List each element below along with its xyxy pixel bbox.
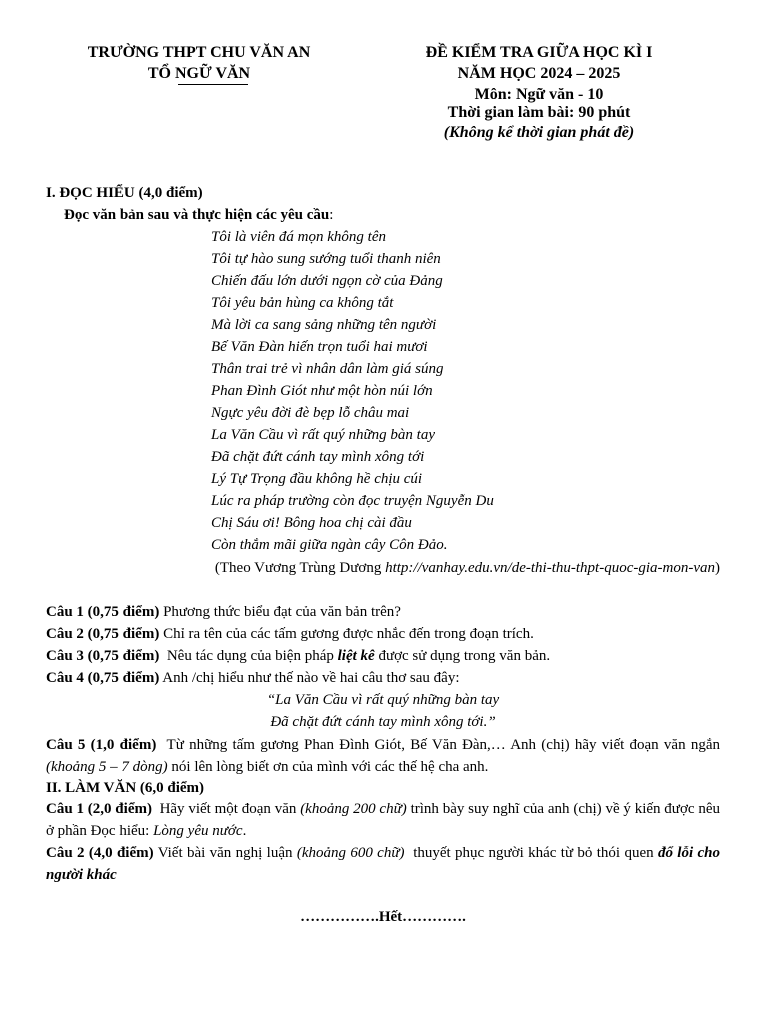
poem-line: Lúc ra pháp trường còn đọc truyện Nguyễn Du	[211, 493, 494, 509]
source-url: http://vanhay.edu.vn/de-thi-thu-thpt-quoc-gia-mon-van	[385, 560, 715, 576]
question-label: Câu 2 (0,75 điểm)	[46, 626, 160, 642]
question-label: Câu 4 (0,75 điểm)	[46, 670, 160, 686]
question-text: Viết bài văn nghị luận	[153, 845, 297, 861]
poem-line: La Văn Cầu vì rất quý những bàn tay	[211, 427, 436, 443]
department-name: NGỮ VĂN	[175, 65, 251, 82]
school-year: NĂM HỌC 2024 – 2025	[457, 65, 621, 82]
poem-line: Tôi là viên đá mọn không tên	[211, 229, 386, 245]
end-marker: …………….Hết………….	[300, 909, 466, 925]
question-term: liệt kê	[337, 648, 375, 664]
duration: Thời gian làm bài: 90 phút	[447, 104, 631, 121]
question-italic: (khoảng 200 chữ)	[300, 801, 407, 817]
question-text: Phương thức biểu đạt của văn bản trên?	[159, 604, 401, 620]
question-text: được sử dụng trong văn bản.	[374, 648, 551, 664]
question-label: Câu 1 (2,0 điểm)	[46, 801, 152, 817]
question-text: Nêu tác dụng của biện pháp	[159, 648, 338, 664]
poem-line: Chiến đấu lớn dưới ngọn cờ của Đảng	[211, 273, 443, 289]
instruction-colon: :	[329, 207, 334, 223]
poem-line: Còn thắm mãi giữa ngàn cây Côn Đảo.	[211, 537, 448, 553]
question-label: Câu 5 (1,0 điểm)	[46, 737, 157, 753]
department-prefix: TỔ	[147, 65, 175, 82]
question-text: Hãy viết một đoạn văn	[151, 801, 301, 817]
question-topic: Lòng yêu nước	[153, 823, 243, 839]
department-line	[46, 63, 352, 85]
poem-line: Chị Sáu ơi! Bông hoa chị cài đầu	[211, 515, 412, 531]
poem-line: Tôi yêu bản hùng ca không tắt	[211, 295, 394, 311]
section-2-title: II. LÀM VĂN (6,0 điểm)	[46, 780, 205, 796]
question-label: Câu 2 (4,0 điểm)	[46, 845, 154, 861]
poem-line: Ngực yêu đời đè bẹp lỗ châu mai	[211, 405, 410, 421]
poem-source	[215, 557, 720, 579]
poem-line: Thân trai trẻ vì nhân dân làm giá súng	[211, 361, 444, 377]
question-4	[46, 667, 459, 689]
poem-line: Đã chặt đứt cánh tay mình xông tới	[211, 449, 425, 465]
header-divider	[178, 84, 248, 85]
essay-question-1	[46, 798, 724, 842]
question-text: thuyết phục người khác từ bỏ thói quen	[404, 845, 658, 861]
poem-line: Bế Văn Đàn hiến trọn tuổi hai mươi	[211, 339, 428, 355]
essay-question-2	[46, 842, 724, 886]
quote-line: “La Văn Cầu vì rất quý những bàn tay	[266, 692, 500, 708]
exam-title: ĐỀ KIỂM TRA GIỮA HỌC KÌ I	[425, 44, 653, 61]
question-text: Từ những tấm gương Phan Đình Giót, Bế Văn Đàn,… Anh (chị) hãy viết đoạn văn ngắn	[156, 737, 724, 753]
poem-line: Phan Đình Giót như một hòn núi lớn	[211, 383, 433, 399]
question-3	[46, 645, 550, 667]
question-italic: (khoảng 600 chữ)	[296, 845, 405, 861]
question-label: Câu 3 (0,75 điểm)	[46, 648, 160, 664]
duration-note: (Không kể thời gian phát đề)	[443, 124, 635, 141]
subject: Môn: Ngữ văn - 10	[474, 86, 604, 103]
question-1	[46, 601, 401, 623]
question-label: Câu 1 (0,75 điểm)	[46, 604, 160, 620]
school-name: TRƯỜNG THPT CHU VĂN AN	[87, 44, 311, 61]
section-1-title: I. ĐỌC HIỂU (4,0 điểm)	[46, 185, 203, 201]
poem-line: Mà lời ca sang sảng những tên người	[211, 317, 437, 333]
reading-instruction	[64, 204, 333, 226]
question-topic: đổ lỗi cho người khác	[46, 845, 724, 883]
question-text: trình bày suy nghĩ của anh (chị) về ý kiến được nêu ở phần Đọc hiểu:	[46, 801, 724, 839]
question-text: Chỉ ra tên của các tấm gương được nhắc đến trong đoạn trích.	[159, 626, 534, 642]
question-text: nói lên lòng biết ơn của mình với các thế hệ cha anh.	[167, 759, 489, 775]
question-2	[46, 623, 534, 645]
question-5	[46, 734, 724, 778]
instruction-text: Đọc văn bản sau và thực hiện các yêu cầu	[64, 207, 330, 223]
question-end: .	[242, 823, 247, 839]
poem-line: Tôi tự hào sung sướng tuổi thanh niên	[211, 251, 441, 267]
poem-line: Lý Tự Trọng đầu không hề chịu cúi	[211, 471, 423, 487]
source-suffix: )	[715, 560, 720, 576]
source-prefix: (Theo Vương Trùng Dương	[214, 560, 386, 576]
question-italic: (khoảng 5 – 7 dòng)	[46, 759, 168, 775]
question-text: Anh /chị hiểu như thế nào về hai câu thơ sau đây:	[159, 670, 460, 686]
quote-line: Đã chặt đứt cánh tay mình xông tới.”	[270, 714, 496, 730]
